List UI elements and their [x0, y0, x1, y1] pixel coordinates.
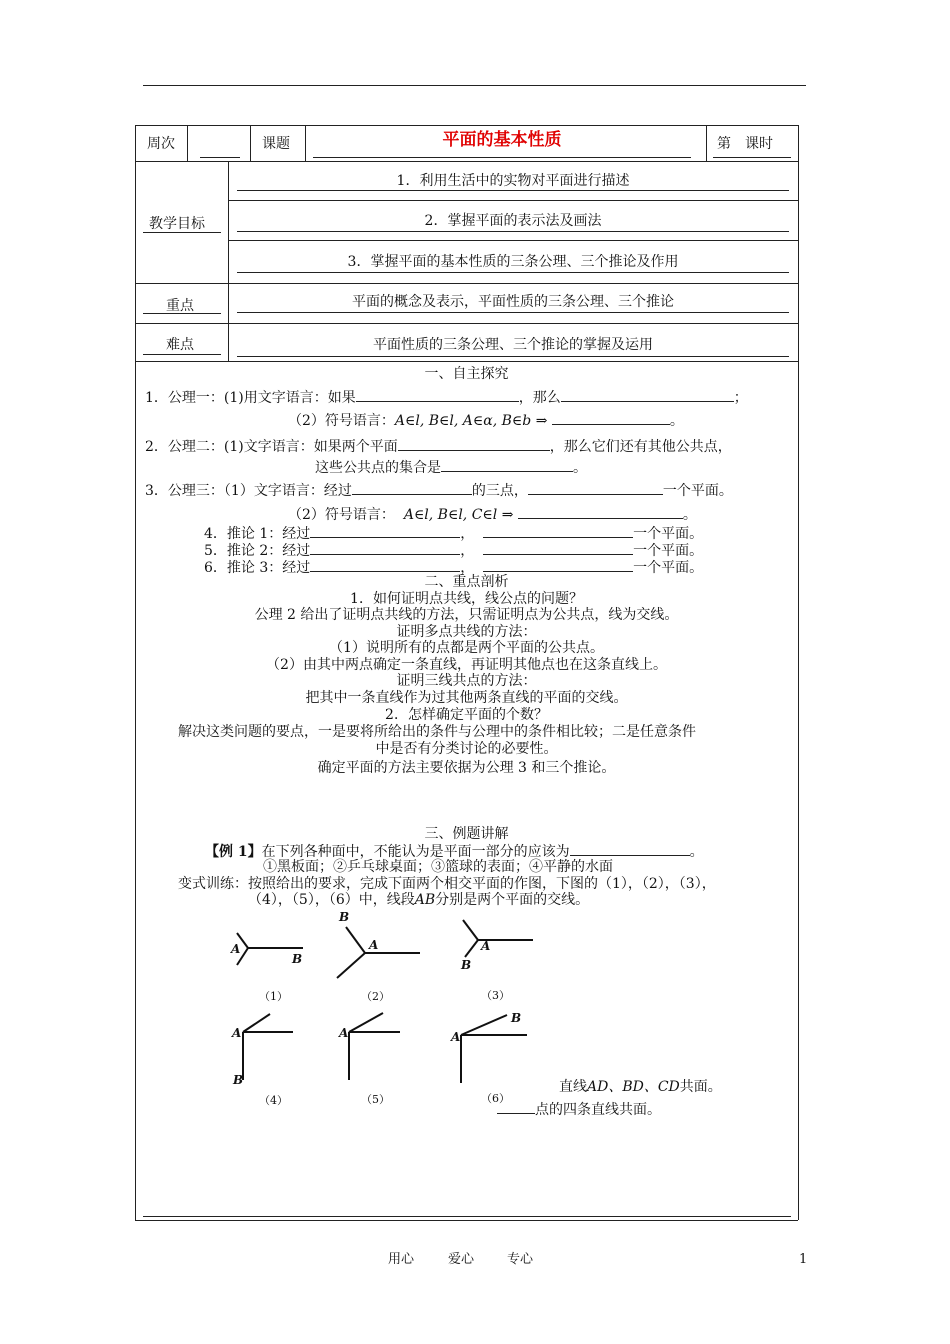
corollary-1	[204, 524, 703, 542]
punct: ，	[460, 543, 475, 559]
example-options: ①黑板面；②乒乓球桌面；③篮球的表面；④平静的水面	[263, 859, 613, 875]
blank	[483, 558, 633, 572]
header-divider	[305, 125, 306, 161]
fig1-point-a: A	[231, 942, 241, 956]
four-lines-text	[497, 1100, 661, 1118]
punct: 。	[682, 507, 697, 523]
symbol-label: （2）符号语言：	[288, 413, 395, 429]
blank	[310, 558, 460, 572]
four-lines: 点的四条直线共面。	[535, 1102, 661, 1118]
section1-title: 一、自主探究	[424, 366, 509, 382]
blank	[352, 481, 472, 495]
analysis-line: 1．如何证明点共线，线公点的问题？	[350, 591, 583, 607]
fig4-point-b: B	[233, 1073, 244, 1087]
variant-text-end: 分别是两个平面的交线。	[435, 892, 590, 908]
header-divider	[706, 125, 707, 161]
example-tag: 【例 1】	[205, 844, 262, 860]
analysis-line: 证明多点共线的方法：	[396, 624, 537, 640]
goal-item-1: 1．利用生活中的实物对平面进行描述	[396, 173, 630, 189]
section3-title: 三、例题讲解	[424, 826, 509, 842]
difficulty-bottom	[135, 361, 798, 362]
title-underline	[313, 157, 691, 158]
fig6-point-a: A	[451, 1030, 461, 1044]
axiom1-line1	[145, 388, 748, 406]
corollary-label: 4．推论 1：经过	[204, 526, 311, 542]
fig2-caption: （2）	[361, 990, 390, 1003]
figures	[215, 905, 545, 1120]
blank	[310, 524, 460, 538]
goal-item-3: 3．掌握平面的基本性质的三条公理、三个推论及作用	[347, 254, 679, 270]
fig3-line	[465, 940, 478, 957]
keypoint-bottom	[135, 323, 798, 324]
punct: ，	[460, 560, 475, 576]
table-right-border	[798, 125, 799, 1220]
key-label-underline	[143, 313, 221, 314]
analysis-line: （2）由其中两点确定一条直线，再证明其他点也在这条直线上。	[266, 657, 667, 673]
axiom2-text: 2．公理二：(1)文字语言：如果两个平面	[145, 439, 398, 455]
lines-text: 直线	[559, 1079, 587, 1095]
fig4-caption: （4）	[259, 1094, 288, 1107]
fig2-point-a: A	[369, 938, 379, 952]
axiom2-set: 这些公共点的集合是	[315, 460, 441, 476]
analysis-line: 确定平面的方法主要依据为公理 3 和三个推论。	[317, 760, 616, 776]
blank	[398, 437, 550, 451]
axiom3-end: 一个平面。	[662, 483, 733, 499]
variant-text: （4），（5），（6）中，线段	[248, 892, 415, 908]
punct: ；	[733, 390, 748, 406]
fig4-point-a: A	[232, 1026, 242, 1040]
goal-underline	[237, 190, 789, 191]
fig1-point-b: B	[292, 952, 303, 966]
fig4-line	[243, 1014, 270, 1032]
goals-divider	[228, 161, 229, 361]
corollary-end: 一个平面。	[633, 560, 704, 576]
lesson-title: 平面的基本性质	[442, 130, 562, 150]
analysis-line: （1）说明所有的点都是两个平面的公共点。	[329, 640, 604, 656]
fig2-line	[346, 927, 365, 953]
punct: 。	[573, 460, 587, 476]
blank	[441, 458, 573, 472]
goal-item-2: 2．掌握平面的表示法及画法	[424, 213, 602, 229]
goal-underline	[237, 231, 789, 232]
key-points-text: 平面的概念及表示，平面性质的三条公理、三个推论	[352, 294, 674, 310]
fig6-point-b: B	[511, 1011, 522, 1025]
section2-title: 二、重点剖析	[424, 574, 509, 590]
blank	[356, 388, 519, 402]
analysis-line: 解决这类问题的要点，一是要将所给出的条件与公理中的条件相比较；二是任意条件	[178, 724, 696, 740]
axiom3-text: 3．公理三：（1）文字语言：经过	[145, 483, 352, 499]
punct: 。	[689, 844, 704, 860]
blank	[310, 541, 460, 555]
goal-underline	[237, 272, 789, 273]
lines-coplanar-text	[559, 1079, 722, 1095]
analysis-line: 证明三线共点的方法：	[396, 673, 537, 689]
key-underline	[237, 312, 789, 313]
footer-motto-3: 专心	[507, 1252, 534, 1267]
diff-underline	[237, 356, 789, 357]
lines-text-end: 共面。	[679, 1079, 722, 1095]
analysis-line: 公理 2 给出了证明点共线的方法，只需证明点为公共点，线为交线。	[254, 607, 679, 623]
fig3-caption: （3）	[481, 989, 510, 1002]
axiom1-then: ，那么	[518, 390, 561, 406]
fig3-line	[463, 920, 478, 940]
axiom2-line1	[145, 437, 732, 455]
blank	[528, 481, 663, 495]
goals-row-line	[228, 240, 798, 241]
axiom2-line2	[315, 458, 587, 476]
axiom3-mid: 的三点，	[471, 483, 528, 499]
blank	[483, 524, 633, 538]
lines-names: AD、BD、CD	[587, 1079, 680, 1095]
header-row-bottom	[135, 161, 798, 162]
variant-line1: 变式训练：按照给出的要求，完成下面两个相交平面的作图，下图的（1），（2），（3），	[178, 876, 716, 892]
diff-label-underline	[143, 354, 221, 355]
blank	[483, 541, 633, 555]
axiom3-formula: A∈l, B∈l, C∈l ⇒	[403, 507, 514, 523]
header-divider	[187, 125, 188, 161]
fig5-caption: （5）	[361, 1093, 390, 1106]
week-blank	[200, 157, 240, 158]
inner-bottom-rule	[143, 1216, 791, 1217]
footer-motto-1: 用心	[388, 1252, 415, 1267]
table-top-border	[135, 125, 798, 126]
goals-label: 教学目标	[149, 216, 205, 232]
analysis-line: 中是否有分类讨论的必要性。	[375, 741, 558, 757]
fig5-line	[349, 1013, 383, 1032]
corollary-label: 5．推论 2：经过	[204, 543, 311, 559]
period-label: 第 课时	[717, 136, 773, 152]
punct: ，	[460, 526, 475, 542]
axiom1-formula: A∈l, B∈l, A∈α, B∈b ⇒	[394, 413, 548, 429]
example-text: 在下列各种面中，不能认为是平面一部分的应该为	[261, 844, 570, 860]
corollary-2	[204, 541, 703, 559]
fig3-point-b: B	[461, 958, 472, 972]
symbol-label: （2）符号语言：	[288, 507, 395, 523]
axiom3-line1	[145, 481, 733, 499]
analysis-line: 2．怎样确定平面的个数？	[385, 707, 548, 723]
corollary-end: 一个平面。	[633, 543, 704, 559]
blank	[561, 388, 734, 402]
punct: 。	[669, 413, 684, 429]
fig1-caption: （1）	[259, 990, 288, 1003]
segment-ab: AB	[414, 892, 436, 908]
axiom2-text-end: ，那么它们还有其他公共点，	[549, 439, 732, 455]
footer-motto-2: 爱心	[448, 1252, 475, 1267]
blank	[497, 1100, 535, 1114]
goals-label-underline	[143, 232, 221, 233]
fig5-point-a: A	[339, 1026, 349, 1040]
fig6-caption: （6）	[481, 1092, 510, 1105]
blank	[518, 505, 683, 519]
example-1	[205, 842, 704, 860]
table-bottom-border	[135, 1220, 798, 1221]
axiom3-line2	[288, 505, 697, 523]
fig2-point-b: B	[339, 910, 350, 924]
fig3-point-a: A	[481, 939, 491, 953]
key-points-label: 重点	[166, 298, 194, 314]
fig2-line	[337, 953, 365, 978]
fig6-line	[461, 1015, 507, 1035]
goals-bottom	[135, 283, 798, 284]
page-number: 1	[799, 1252, 808, 1267]
goals-row-line	[228, 200, 798, 201]
week-label: 周次	[147, 136, 175, 152]
axiom1-line2	[288, 411, 684, 429]
axiom1-text: 1．公理一：(1)用文字语言：如果	[145, 390, 356, 406]
top-rule	[143, 85, 806, 86]
corollary-end: 一个平面。	[633, 526, 704, 542]
analysis-line: 把其中一条直线作为过其他两条直线的平面的交线。	[305, 690, 628, 706]
corollary-label: 6．推论 3：经过	[204, 560, 311, 576]
difficulties-text: 平面性质的三条公理、三个推论的掌握及运用	[373, 337, 653, 353]
period-underline	[713, 157, 791, 158]
blank	[570, 842, 690, 856]
topic-label: 课题	[262, 136, 290, 152]
blank	[552, 411, 670, 425]
header-divider	[250, 125, 251, 161]
difficulties-label: 难点	[166, 337, 194, 353]
